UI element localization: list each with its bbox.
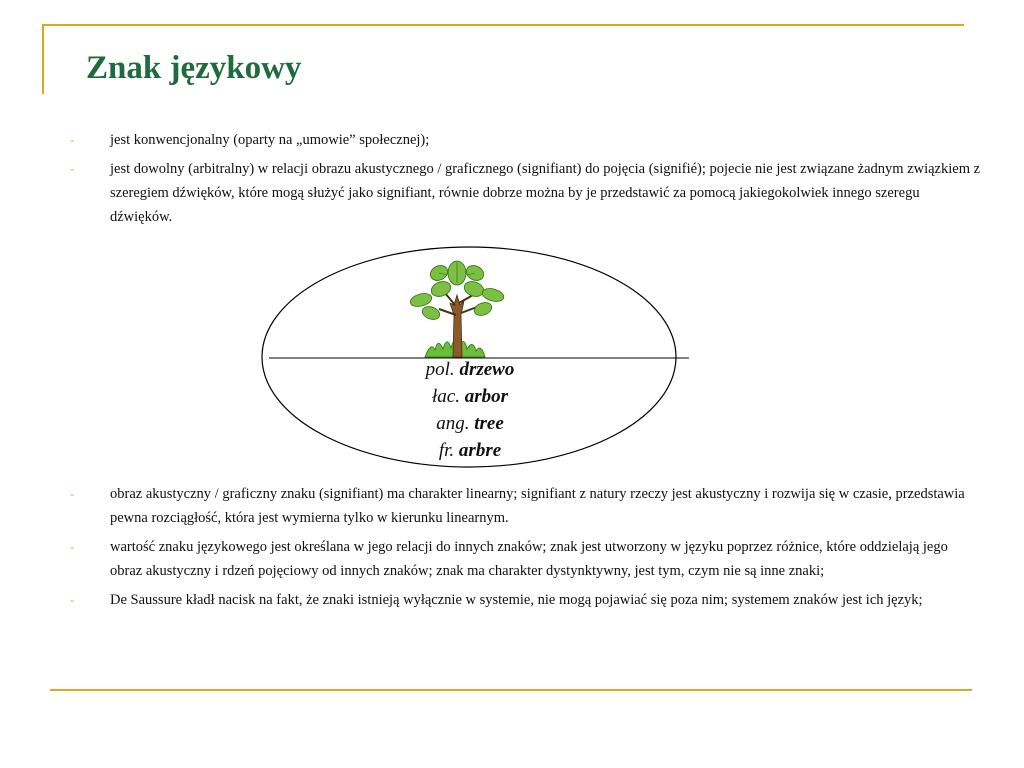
translation-lac [360,383,580,410]
lang-prefix: pol. [425,359,455,380]
bullet-marker: - [70,539,75,554]
bullet-item [70,588,982,612]
translation-list [360,356,580,464]
bullet-item [70,482,982,530]
lang-word: arbre [458,440,502,461]
top-bullet-list [70,128,982,234]
bottom-rule [50,689,972,691]
bullet-text: jest dowolny (arbitralny) w relacji obrazu akustycznego / graficznego (signifiant) do pojęcia (signifié); pojecie nie jest związane żadnym związkiem z szeregiem dźwięków, które mogą służyć jako signifiant, równie dobrze można by je przedstawić za pomocą jakiegokolwiek innego szeregu dźwięków. [110,161,981,225]
top-rule [42,24,964,26]
lang-prefix: ang. [436,413,470,434]
tree-icon [409,261,505,357]
slide-title: Znak językowy [86,50,302,86]
lang-word: tree [474,413,504,434]
bullet-text: De Saussure kładł nacisk na fakt, że znaki istnieją wyłącznie w systemie, nie mogą pojawiać się poza nim; systemem znaków jest ich język; [110,592,923,608]
bullet-marker: - [70,486,75,501]
bullet-item [70,128,982,152]
left-rule [42,24,44,94]
bullet-text: wartość znaku językowego jest określana w jego relacji do innych znaków; znak jest utworzony w języku poprzez różnice, które oddzielają jego obraz akustyczny i rdzeń pojęciowy od innych znaków; znak ma charakter dystynktywny, jest tym, czym nie są inne znaki; [110,539,948,579]
bottom-bullet-list [70,482,982,617]
translation-pol [360,356,580,383]
lang-word: drzewo [459,359,515,380]
translation-ang [360,410,580,437]
bullet-marker: - [70,161,75,176]
bullet-text: jest konwencjonalny (oparty na „umowie” społecznej); [110,132,430,148]
bullet-marker: - [70,592,75,607]
bullet-item [70,157,982,229]
lang-word: arbor [464,386,508,407]
lang-prefix: fr. [438,440,455,461]
bullet-text: obraz akustyczny / graficzny znaku (signifiant) ma charakter linearny; signifiant z natury rzeczy jest akustyczny i rozwija się w czasie, przedstawia pewna rozciągłość, która jest wymierna tylko w kierunku linearnym. [110,486,965,526]
bullet-item [70,535,982,583]
translation-fr [360,437,580,464]
lang-prefix: łac. [431,386,460,407]
bullet-marker: - [70,132,75,147]
